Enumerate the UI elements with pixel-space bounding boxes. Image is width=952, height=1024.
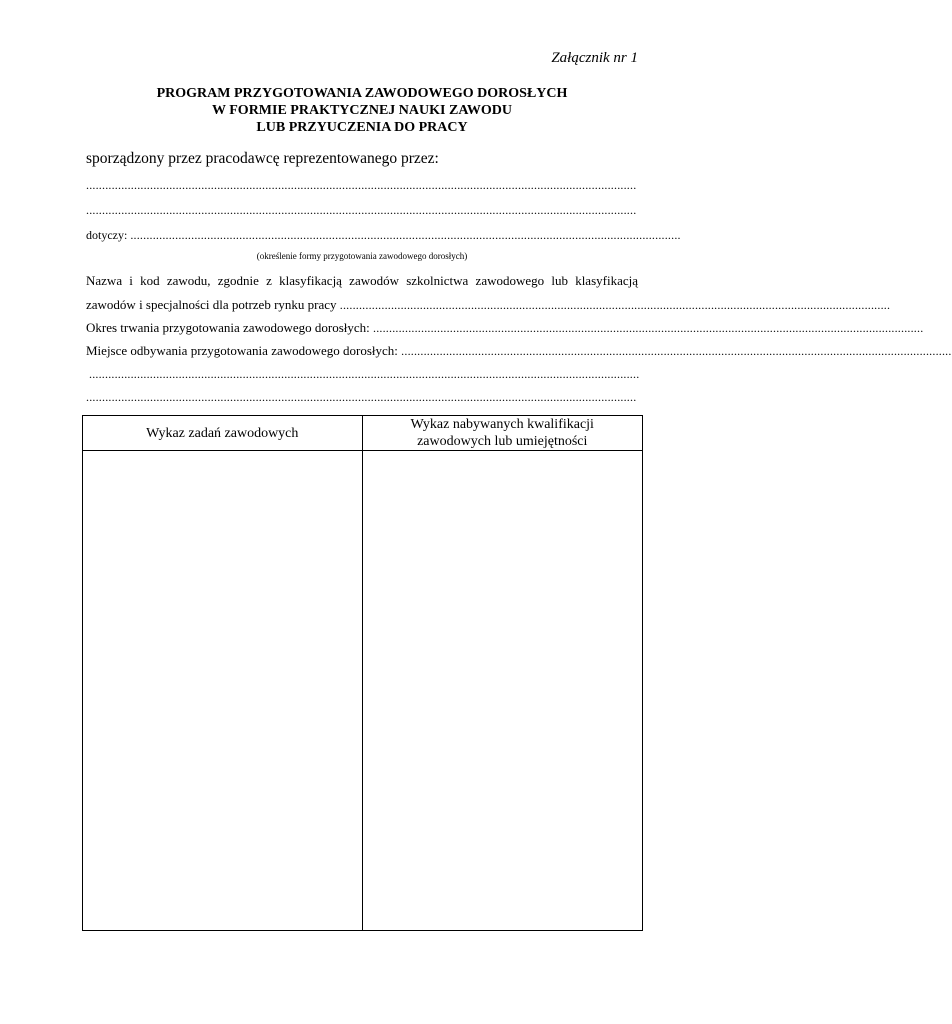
place-fill-line-2: ............................................................................................................................................................................ (89, 367, 640, 381)
occupation-field (86, 297, 891, 313)
occupation-fill-line: ............................................................................................................................................................................ (339, 298, 891, 312)
qualifications-header-line-1: Wykaz nabywanych kwalifikacji (410, 417, 594, 432)
annex-label: Załącznik nr 1 (551, 50, 638, 66)
place-label: Miejsce odbywania przygotowania zawodowego dorosłych: (86, 343, 402, 358)
concerns-fill-line: ............................................................................................................................................................................ (130, 228, 681, 242)
table-header-row (83, 416, 643, 451)
title-line-2: W FORMIE PRAKTYCZNEJ NAUKI ZAWODU (212, 103, 512, 118)
table-body-row (83, 451, 643, 931)
place-field (86, 343, 952, 359)
qualifications-column-header (362, 416, 643, 451)
occupation-text-line-2: zawodów i specjalności dla potrzeb rynku pracy (86, 297, 340, 312)
representative-fill-line-2: ............................................................................................................................................................................ (86, 203, 637, 217)
representative-fill-line-1: ............................................................................................................................................................................ (86, 178, 637, 192)
title-line-1: PROGRAM PRZYGOTOWANIA ZAWODOWEGO DOROSŁYCH (156, 86, 568, 101)
place-fill-line: ............................................................................................................................................................................ (401, 344, 952, 358)
concerns-hint: (określenie formy przygotowania zawodowego dorosłych) (256, 251, 468, 261)
duration-fill-line: ............................................................................................................................................................................ (373, 321, 924, 335)
program-table (82, 415, 643, 931)
document-title (0, 85, 724, 136)
tasks-column-header (83, 416, 363, 451)
prepared-by-text: sporządzony przez pracodawcę reprezentowanego przez: (86, 150, 439, 167)
qualifications-cell[interactable] (362, 451, 643, 931)
concerns-field (86, 228, 681, 243)
duration-label: Okres trwania przygotowania zawodowego dorosłych: (86, 320, 373, 335)
tasks-cell[interactable] (83, 451, 363, 931)
occupation-text-line-1: Nazwa i kod zawodu, zgodnie z klasyfikacją zawodów szkolnictwa zawodowego lub klasyfikacją (86, 273, 638, 288)
qualifications-header-line-2: zawodowych lub umiejętności (417, 434, 588, 449)
title-line-3: LUB PRZYUCZENIA DO PRACY (256, 120, 468, 135)
place-fill-line-3: ............................................................................................................................................................................ (86, 390, 637, 404)
concerns-label: dotyczy: (86, 228, 131, 242)
tasks-column-header-label: Wykaz zadań zawodowych (146, 425, 299, 441)
duration-field (86, 320, 924, 336)
